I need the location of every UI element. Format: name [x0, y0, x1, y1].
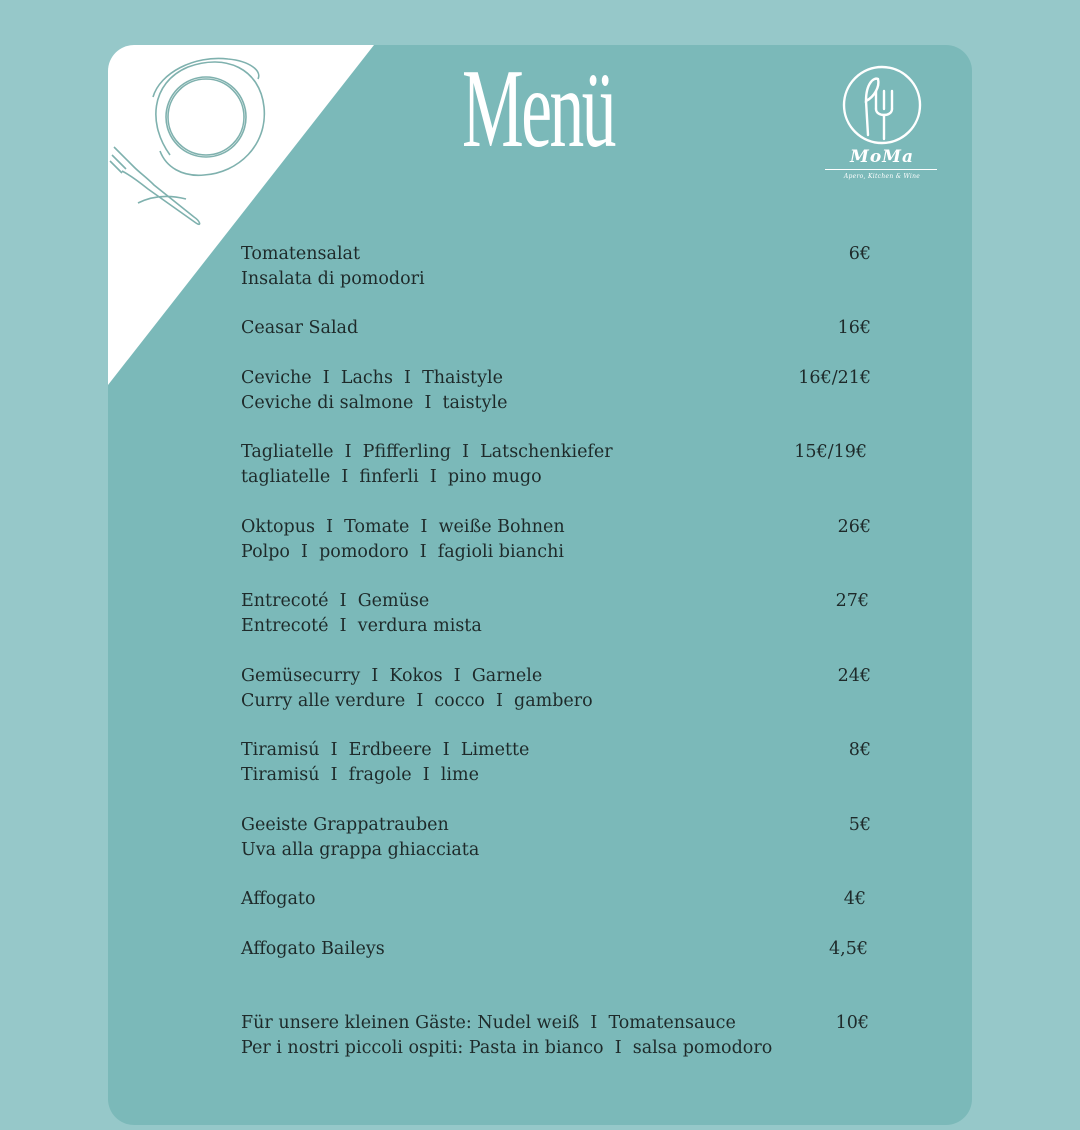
item-price: 4,5€: [829, 939, 868, 959]
logo-tagline: Apero, Kitchen & Wine: [843, 173, 921, 180]
item-price: 4€: [843, 889, 866, 909]
item-name-de: Für unsere kleinen Gäste: Nudel weiß I Tomatensauce: [241, 1013, 736, 1033]
item-name-it: Tiramisú I fragole I lime: [241, 765, 479, 785]
menu-card: [108, 45, 972, 1125]
item-price: 24€: [837, 666, 871, 686]
fork-leaf-icon: [822, 63, 942, 147]
item-price: 6€: [848, 244, 871, 264]
menu-item: [241, 316, 871, 341]
item-name-it: Uva alla grappa ghiacciata: [241, 840, 480, 860]
menu-item: [241, 813, 871, 863]
logo-divider: [825, 169, 937, 170]
item-name-de: Tomatensalat: [241, 244, 361, 264]
item-name-de: Oktopus I Tomate I weiße Bohnen: [241, 517, 565, 537]
item-name-de: Gemüsecurry I Kokos I Garnele: [241, 666, 543, 686]
item-price: 8€: [848, 740, 871, 760]
menu-item: [241, 242, 871, 292]
menu-item: [241, 937, 871, 962]
item-name-it: Curry alle verdure I cocco I gambero: [241, 691, 593, 711]
item-name-de: Tagliatelle I Pfifferling I Latschenkiefer: [241, 442, 613, 462]
menu-item: [241, 589, 871, 639]
item-name-it: Insalata di pomodori: [241, 269, 425, 289]
item-name-de: Ceviche I Lachs I Thaistyle: [241, 368, 503, 388]
item-price: 16€: [837, 318, 871, 338]
menu-item: [241, 515, 871, 565]
menu-item: [241, 887, 871, 912]
menu-title: Menü: [461, 47, 615, 171]
item-name-de: Ceasar Salad: [241, 318, 359, 338]
item-name-de: Affogato: [241, 889, 316, 909]
item-price: 10€: [835, 1013, 869, 1033]
menu-item: [241, 1011, 871, 1061]
item-name-de: Geeiste Grappatrauben: [241, 815, 449, 835]
item-name-it: Per i nostri piccoli ospiti: Pasta in bianco I salsa pomodoro: [241, 1038, 773, 1058]
item-price: 27€: [835, 591, 869, 611]
menu-item: [241, 440, 871, 490]
logo-wordmark: MoMa: [850, 147, 914, 167]
item-price: 5€: [848, 815, 871, 835]
item-price: 15€/19€: [794, 442, 867, 462]
item-name-de: Entrecoté I Gemüse: [241, 591, 430, 611]
menu-item: [241, 664, 871, 714]
menu-item: [241, 366, 871, 416]
item-name-de: Affogato Baileys: [241, 939, 385, 959]
menu-item: [241, 738, 871, 788]
moma-logo: [822, 63, 942, 188]
item-price: 16€/21€: [798, 368, 871, 388]
item-name-de: Tiramisú I Erdbeere I Limette: [241, 740, 530, 760]
item-name-it: Polpo I pomodoro I fagioli bianchi: [241, 542, 564, 562]
item-name-it: tagliatelle I finferli I pino mugo: [241, 467, 542, 487]
item-name-it: Ceviche di salmone I taistyle: [241, 393, 508, 413]
item-name-it: Entrecoté I verdura mista: [241, 616, 482, 636]
item-price: 26€: [837, 517, 871, 537]
